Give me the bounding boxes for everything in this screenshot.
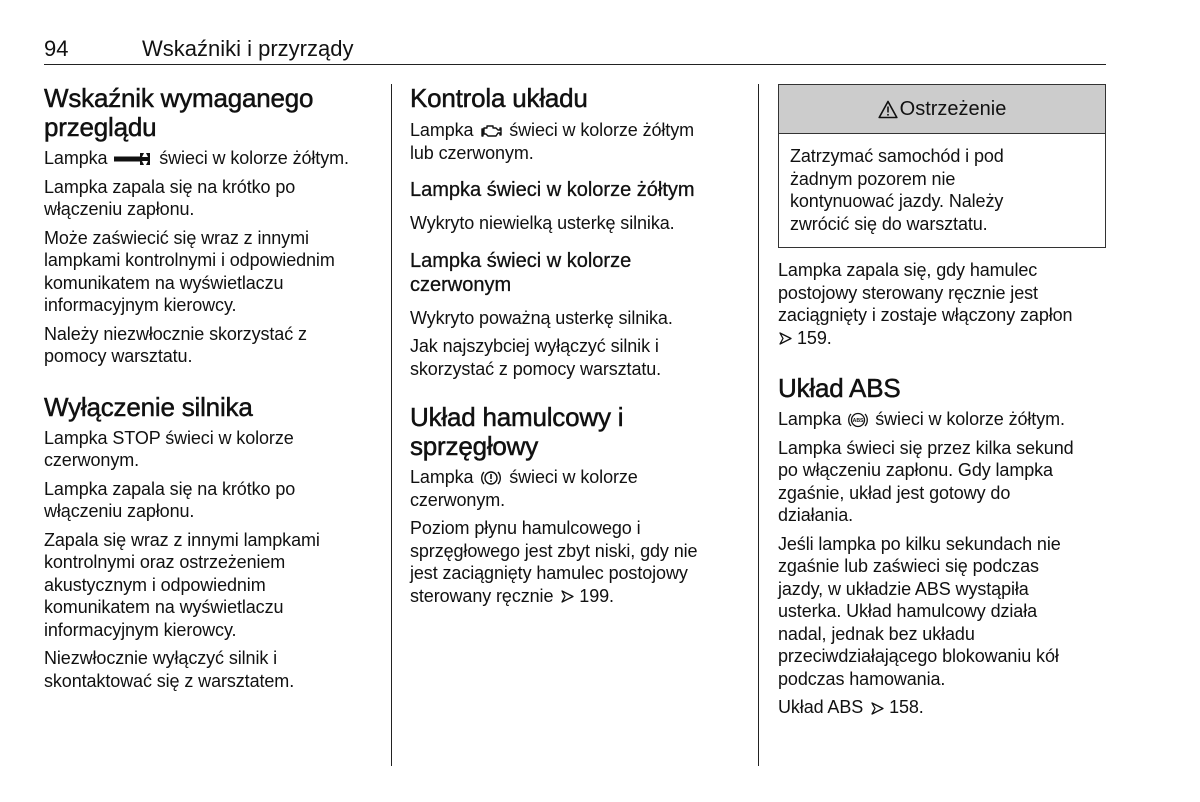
page-reference-icon <box>778 331 793 346</box>
page-reference[interactable]: 158. <box>889 697 924 717</box>
brake-warning-icon <box>480 469 502 487</box>
paragraph: Lampka ABS świeci w kolorze żółtym. <box>778 409 1065 429</box>
page-number: 94 <box>44 36 69 61</box>
paragraph: Lampka świeci w kolorze żółtym lub czerwonym. <box>410 120 694 163</box>
section-title: Układ hamulcowy i sprzęgłowy <box>410 402 624 461</box>
svg-text:ABS: ABS <box>853 418 864 425</box>
section-system-check <box>410 84 742 380</box>
paragraph: Wykryto poważną usterkę silnika. <box>410 307 673 328</box>
page-header <box>44 34 1106 65</box>
paragraph: Jeśli lampka po kilku sekundach nie zgaśnie lub zaświeci się podczas jazdy, w układzie ABS wystąpiła usterka. Układ hamulcowy działa nadal, jednak bez układu przeciwdziałającego blokowaniu kół podczas hamowania. <box>778 533 1061 689</box>
subsection-title: Lampka świeci w kolorze czerwonym <box>410 249 632 296</box>
paragraph: Lampka zapala się, gdy hamulec postojowy sterowany ręcznie jest zaciągnięty i zostaje włączony zapłon 159. <box>778 260 1073 348</box>
paragraph: Jak najszybciej wyłączyć silnik i skorzystać z pomocy warsztatu. <box>410 336 662 379</box>
wrench-icon <box>114 153 152 165</box>
abs-icon <box>848 410 868 430</box>
section-title: Wskaźnik wymaganego przeglądu <box>44 83 314 142</box>
warning-box <box>778 84 1106 248</box>
section-service-indicator <box>44 84 379 368</box>
paragraph: Lampka świeci w kolorze czerwonym. <box>410 467 638 510</box>
page-reference[interactable]: 159. <box>797 327 832 348</box>
paragraph: Lampka zapala się na krótko po włączeniu zapłonu. <box>44 176 296 219</box>
subsection-title: Lampka świeci w kolorze żółtym <box>410 179 695 201</box>
section-engine-shutdown <box>44 393 379 693</box>
page-reference[interactable]: 199. <box>579 585 614 606</box>
paragraph: Niezwłocznie wyłączyć silnik i skontaktować się z warsztatem. <box>44 648 295 691</box>
paragraph: Zapala się wraz z innymi lampkami kontrolnymi oraz ostrzeżeniem akustycznym i odpowiednim komunikatem na wyświetlaczu informacyjnym kierowcy. <box>44 529 320 640</box>
column-divider <box>391 84 392 766</box>
paragraph: Lampka zapala się na krótko po włączeniu zapłonu. <box>44 478 296 521</box>
page-reference-icon <box>560 589 575 604</box>
paragraph: Lampka STOP świeci w kolorze czerwonym. <box>44 427 294 470</box>
paragraph: Lampka świeci się przez kilka sekund po włączeniu zapłonu. Gdy lampka zgaśnie, układ jest gotowy do działania. <box>778 437 1074 525</box>
section-title: Wyłączenie silnika <box>44 391 253 422</box>
paragraph: Poziom płynu hamulcowego i sprzęgłowego jest zbyt niski, gdy nie jest zaciągnięty hamulec postojowy sterowany ręcznie 199. <box>410 518 698 606</box>
warning-title: Ostrzeżenie <box>899 97 1007 120</box>
engine-icon <box>480 123 502 139</box>
paragraph: Może zaświecić się wraz z innymi lampkami kontrolnymi i odpowiednim komunikatem na wyświetlaczu informacyjnym kierowcy. <box>44 227 335 315</box>
section-brake-clutch <box>410 403 742 607</box>
warning-triangle-icon <box>878 100 898 119</box>
section-title: Układ ABS <box>778 373 901 403</box>
warning-header <box>779 85 1105 134</box>
page-reference-icon <box>870 701 885 716</box>
column-left <box>44 84 379 692</box>
paragraph: Zatrzymać samochód i pod żadnym pozorem nie kontynuować jazdy. Należy zwrócić się do warsztatu. <box>790 146 1004 234</box>
section-title: Kontrola układu <box>410 83 588 113</box>
column-divider <box>758 84 759 766</box>
paragraph: Układ ABS 158. <box>778 697 924 717</box>
column-right <box>778 84 1108 719</box>
paragraph: Lampka świeci w kolorze żółtym. <box>44 148 349 168</box>
paragraph: Wykryto niewielką usterkę silnika. <box>410 213 675 233</box>
column-middle <box>410 84 742 607</box>
running-title: Wskaźniki i przyrządy <box>142 36 354 61</box>
section-abs <box>778 374 1108 719</box>
warning-body <box>779 134 1105 247</box>
paragraph: Należy niezwłocznie skorzystać z pomocy warsztatu. <box>44 323 307 366</box>
